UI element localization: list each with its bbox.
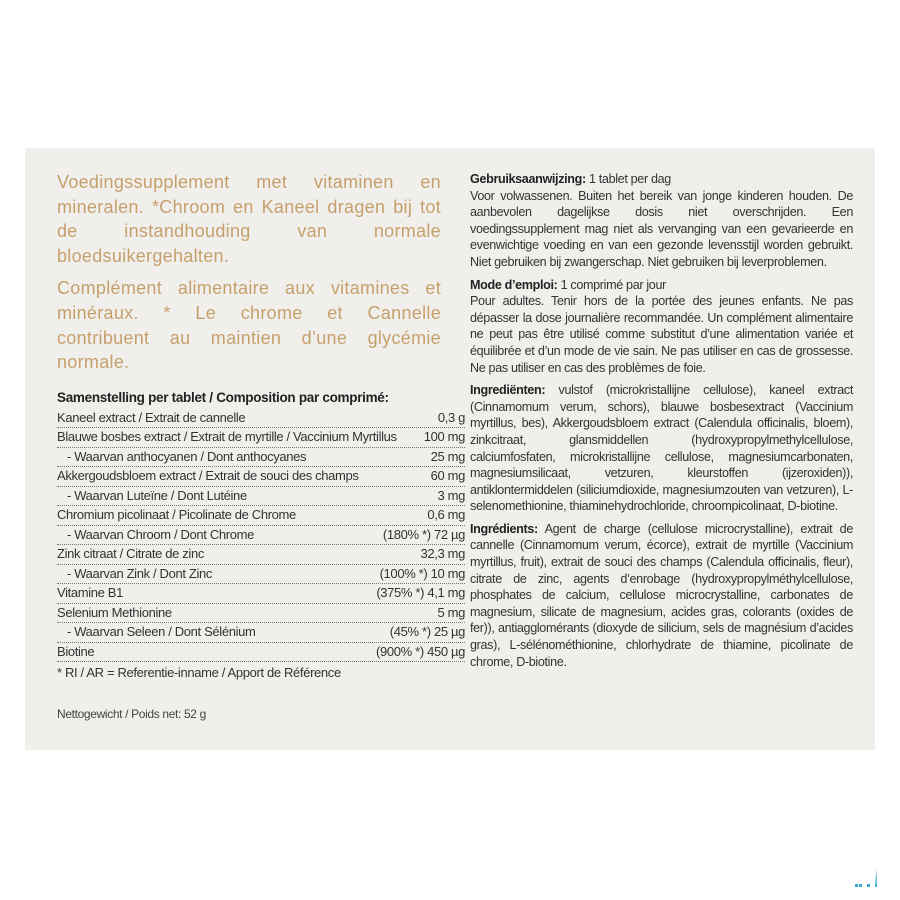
ingredient-name: Akkergoudsbloem extract / Extrait de souci des champs — [57, 468, 359, 484]
claim-nl: Voedingssupplement met vitaminen en mineralen. *Chroom en Kaneel dragen bij tot de instandhouding van normale bloedsuikergehalten. — [57, 172, 441, 266]
composition-row — [57, 506, 465, 526]
ingredient-amount: (900% *) 450 µg — [376, 643, 465, 659]
ingredient-name: - Waarvan anthocyanen / Dont anthocyanes — [67, 448, 307, 464]
ingredient-amount: 0,6 mg — [427, 507, 465, 523]
composition-row — [57, 584, 465, 604]
composition-row — [57, 409, 465, 429]
ingredients-nl — [470, 382, 853, 515]
ingredient-name: Selenium Methionine — [57, 604, 172, 620]
ingredient-amount: 60 mg — [430, 468, 465, 484]
composition-row — [57, 643, 465, 663]
ingredient-name: - Waarvan Zink / Dont Zinc — [67, 565, 213, 581]
ingredient-name: - Waarvan Luteïne / Dont Lutéine — [67, 487, 247, 503]
composition-row — [57, 565, 465, 585]
ingredient-amount: (100% *) 10 mg — [379, 565, 465, 581]
usage-fr-dose: 1 comprimé par jour — [557, 277, 666, 292]
ingredient-amount: 5 mg — [437, 604, 465, 620]
net-weight: Nettogewicht / Poids net: 52 g — [57, 707, 206, 722]
composition-row — [57, 623, 465, 643]
ingredient-amount: (45% *) 25 µg — [389, 624, 465, 640]
ingredient-name: Blauwe bosbes extract / Extrait de myrtille / Vaccinium Myrtillus — [57, 429, 397, 445]
ingredient-amount: 0,3 g — [437, 409, 465, 425]
ingredients-nl-text: vulstof (microkristallijne cellulose), kaneel extract (Cinnamomum verum, schors), blauwe bosbesextract (Vaccinium myrtillus, bes), Akkergoudsbloem extract (Calendula officinalis, bloem), zinkcitraat, glansmiddellen (hydroxypropylmethylcellulose, calciumfosfaten, microkristallijne cellulose, magnesiumcarbonaten, magnesiumsilicaat, vetzuren, kleurstoffen (ijzeroxiden)), antiklontermiddelen (siliciumdioxide, magnesiumzouten van vetzuren), L-selenomethionine, thiaminehydrochloride, chroompicolinaat, D-biotine. — [470, 383, 853, 514]
composition-row — [57, 545, 465, 565]
composition-row — [57, 604, 465, 624]
ingredient-amount: (180% *) 72 µg — [382, 526, 465, 542]
ingredient-name: Kaneel extract / Extrait de cannelle — [57, 409, 246, 425]
composition-row — [57, 467, 465, 487]
usage-nl-text: Voor volwassenen. Buiten het bereik van jonge kinderen houden. De aanbevolen dagelijkse dosis niet overschrijden. Een voedingssupplement mag niet als vervanging van een gevarieerde en evenwichtige voeding en van een gezonde levensstijl worden gebruikt. Niet gebruiken bij zwangerschap. Niet gebruiken bij leverproblemen. — [470, 188, 853, 269]
ingredient-amount: (375% *) 4,1 mg — [376, 585, 465, 601]
usage-fr-heading — [470, 277, 853, 294]
ingredient-amount: 32,3 mg — [420, 546, 465, 562]
ingredients-fr-label: Ingrédients: — [470, 521, 538, 536]
ingredients-fr-text: Agent de charge (cellulose microcrystalline), extrait de cannelle (Cinnamomum verum, écorce), extrait de myrtille (Vaccinium myrtillus, fruit), extrait de souci des champs (Calendula officinalis, fleur), citrate de zinc, agents d’enrobage (hydroxypropylméthylcellulose, phosphates de calcium, cellulose microcrystalline, carbonates de magnesium, silicate de magnesium, acides gras, colorants (oxides de fer)), antiagglomérants (dioxyde de silicium, sels de magnésium d’acides gras), L-sélénométhionine, chlorhydrate de thiamine, picolinate de chrome, D-biotine. — [470, 521, 853, 669]
composition-row — [57, 526, 465, 546]
composition-table — [57, 409, 465, 663]
left-column — [57, 170, 465, 722]
claim-fr: Complément alimentaire aux vitamines et minéraux. * Le chrome et Cannelle contribuent au maintien d’une glycémie normale. — [57, 278, 441, 373]
composition-title: Samenstelling per tablet / Composition par comprimé: — [57, 389, 389, 405]
ingredient-name: Biotine — [57, 643, 95, 659]
usage-nl-heading — [470, 171, 853, 188]
usage-nl-dose: 1 tablet per dag — [585, 172, 671, 186]
ingredient-name: - Waarvan Seleen / Dont Sélénium — [67, 624, 256, 640]
instructions-column — [470, 171, 853, 676]
ingredient-name: Zink citraat / Citrate de zinc — [57, 546, 204, 562]
package-panel — [25, 148, 875, 750]
ingredient-name: Chromium picolinaat / Picolinate de Chrome — [57, 507, 296, 523]
ingredients-fr — [470, 521, 853, 670]
ingredient-name: Vitamine B1 — [57, 585, 124, 601]
usage-fr-label: Mode d’emploi: — [470, 277, 558, 292]
reference-footnote: * RI / AR = Referentie-inname / Apport de Référence — [57, 665, 341, 681]
ingredient-amount: 3 mg — [437, 487, 465, 503]
composition-row — [57, 448, 465, 468]
composition-row — [57, 428, 465, 448]
composition-row — [57, 487, 465, 507]
corner-marks-icon — [853, 867, 883, 889]
ingredients-nl-label: Ingrediënten: — [470, 383, 546, 398]
ingredient-amount: 100 mg — [423, 429, 465, 445]
ingredient-name: - Waarvan Chroom / Dont Chrome — [67, 526, 254, 542]
ingredient-amount: 25 mg — [430, 448, 465, 464]
usage-nl-label: Gebruiksaanwijzing: — [470, 172, 586, 186]
usage-fr-text: Pour adultes. Tenir hors de la portée des jeunes enfants. Ne pas dépasser la dose journalière recommandée. Un complément alimentaire ne peut pas être utilisé comme substitut d’une alimentation variée et équilibrée et d’un mode de vie sain. Ne pas utiliser en cas de grossesse. Ne pas utiliser en cas des problèmes de foie. — [470, 294, 853, 375]
